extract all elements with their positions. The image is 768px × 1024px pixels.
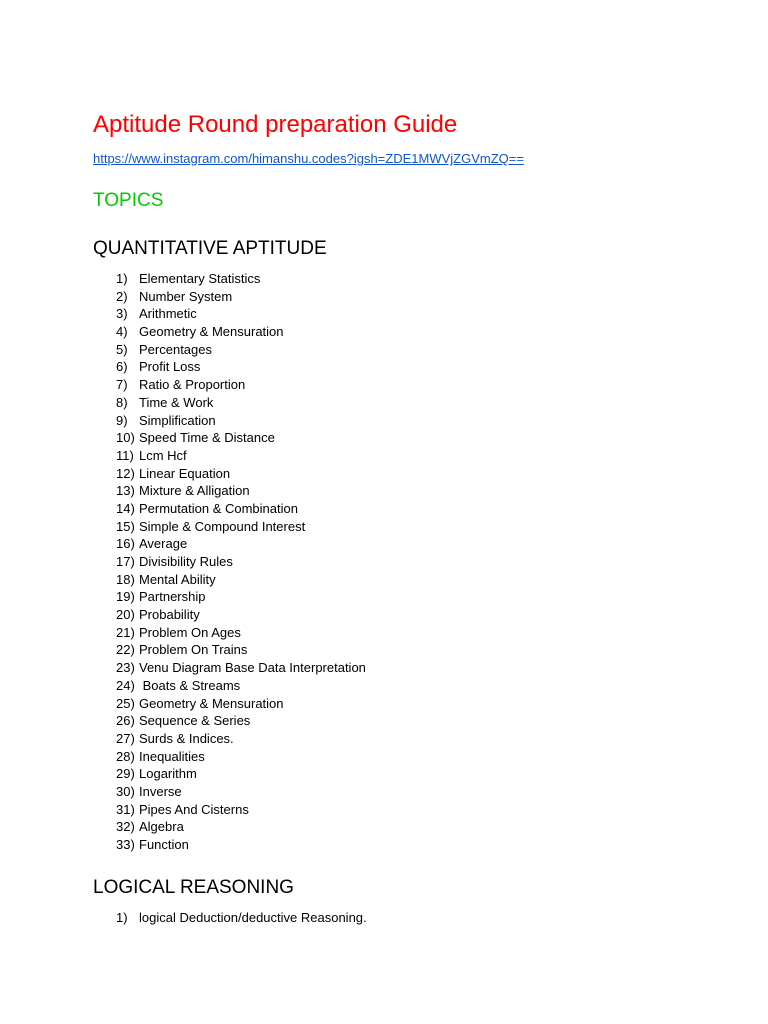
list-item	[116, 748, 366, 766]
list-item-number: 1)	[116, 271, 128, 286]
list-item-label: Simple & Compound Interest	[139, 518, 306, 534]
list-item-number: 3)	[116, 306, 128, 322]
list-item	[116, 518, 366, 536]
list-item	[116, 500, 366, 518]
list-item-label: Sequence & Series	[139, 713, 251, 729]
list-item-label: Geometry & Mensuration	[139, 324, 284, 340]
list-item-label: Probability	[139, 607, 200, 623]
list-item	[116, 447, 366, 465]
list-item	[116, 712, 366, 730]
list-item-number: 15)	[116, 518, 135, 534]
list-item-label: Elementary Statistics	[139, 271, 261, 286]
list-item-label: Problem On Ages	[139, 624, 241, 640]
list-item	[116, 553, 366, 571]
list-item	[116, 358, 366, 376]
list-item-number: 21)	[116, 624, 135, 640]
list-item-label: Percentages	[139, 341, 212, 357]
list-item-number: 10)	[116, 430, 135, 446]
list-item	[116, 765, 366, 783]
list-item	[116, 588, 366, 606]
list-item-label: Number System	[139, 288, 233, 304]
section-heading-quantitative-aptitude: QUANTITATIVE APTITUDE	[93, 238, 327, 259]
list-item	[116, 730, 366, 748]
list-item-number: 7)	[116, 377, 128, 393]
list-item-number: 23)	[116, 660, 135, 676]
logical-reasoning-list	[116, 909, 367, 927]
list-item-label: Inequalities	[139, 748, 205, 764]
list-item	[116, 659, 366, 677]
list-item-label: Permutation & Combination	[139, 500, 298, 516]
list-item-number: 1)	[116, 910, 128, 925]
list-item	[116, 836, 366, 854]
list-item	[116, 695, 366, 713]
list-item-number: 20)	[116, 607, 135, 623]
list-item-number: 6)	[116, 359, 128, 375]
list-item-label: Simplification	[139, 412, 216, 428]
list-item-label: Venu Diagram Base Data Interpretation	[139, 660, 366, 676]
list-item-number: 29)	[116, 766, 135, 782]
list-item-label: Ratio & Proportion	[139, 377, 246, 393]
list-item	[116, 288, 366, 306]
list-item	[116, 606, 366, 624]
list-item-label: Linear Equation	[139, 465, 231, 481]
list-item-label: Divisibility Rules	[139, 554, 233, 569]
list-item	[116, 323, 366, 341]
list-item-number: 11)	[116, 447, 134, 463]
list-item	[116, 571, 366, 589]
list-item	[116, 429, 366, 447]
list-item-label: Pipes And Cisterns	[139, 801, 249, 817]
list-item-number: 2)	[116, 288, 128, 304]
list-item	[116, 341, 366, 359]
list-item-number: 18)	[116, 571, 135, 587]
list-item-number: 24)	[116, 677, 135, 693]
list-item-label: Partnership	[139, 589, 206, 605]
list-item	[116, 482, 366, 500]
list-item-number: 12)	[116, 465, 135, 481]
list-item-number: 30)	[116, 783, 135, 799]
list-item-label: Arithmetic	[139, 306, 197, 322]
list-item-number: 16)	[116, 536, 135, 552]
list-item-label: Inverse	[139, 783, 182, 799]
list-item	[116, 818, 366, 836]
list-item-number: 32)	[116, 819, 135, 835]
list-item-number: 19)	[116, 589, 135, 605]
list-item-number: 4)	[116, 324, 128, 340]
list-item-number: 5)	[116, 341, 128, 357]
list-item-label: logical Deduction/deductive Reasoning.	[139, 910, 367, 925]
section-heading-logical-reasoning: LOGICAL REASONING	[93, 877, 294, 898]
list-item-label: Surds & Indices.	[139, 730, 234, 746]
instagram-link[interactable]: https://www.instagram.com/himanshu.codes?igsh=ZDE1MWVjZGVmZQ==	[93, 151, 524, 166]
list-item	[116, 394, 366, 412]
list-item-number: 9)	[116, 412, 128, 428]
list-item-label: Average	[139, 536, 188, 552]
list-item	[116, 305, 366, 323]
list-item-label: Function	[139, 837, 189, 852]
list-item-number: 14)	[116, 500, 135, 516]
list-item	[116, 624, 366, 642]
list-item-number: 22)	[116, 642, 135, 658]
list-item-label: Speed Time & Distance	[139, 430, 275, 446]
list-item-label: Mental Ability	[139, 571, 216, 587]
list-item-number: 27)	[116, 730, 135, 746]
list-item	[116, 801, 366, 819]
list-item-label: Logarithm	[139, 766, 197, 782]
list-item-label: Profit Loss	[139, 359, 201, 375]
list-item	[116, 783, 366, 801]
list-item-label: Time & Work	[139, 394, 214, 410]
list-item-label: Lcm Hcf	[139, 447, 187, 463]
list-item	[116, 535, 366, 553]
quantitative-aptitude-list	[116, 270, 366, 854]
list-item-number: 33)	[116, 837, 135, 852]
list-item	[116, 270, 366, 288]
list-item	[116, 909, 367, 927]
list-item-label: Geometry & Mensuration	[139, 695, 284, 711]
topics-heading: TOPICS	[93, 190, 164, 211]
list-item-number: 13)	[116, 483, 135, 499]
list-item	[116, 677, 366, 695]
list-item-number: 25)	[116, 695, 135, 711]
document-title: Aptitude Round preparation Guide	[93, 111, 458, 138]
list-item-label: Problem On Trains	[139, 642, 248, 658]
list-item	[116, 412, 366, 430]
list-item-number: 31)	[116, 801, 135, 817]
list-item-number: 17)	[116, 554, 135, 569]
list-item-number: 26)	[116, 713, 135, 729]
list-item-label: Mixture & Alligation	[139, 483, 250, 499]
list-item-number: 28)	[116, 748, 135, 764]
list-item	[116, 641, 366, 659]
list-item-number: 8)	[116, 394, 128, 410]
list-item-label: Boats & Streams	[139, 677, 241, 693]
list-item	[116, 376, 366, 394]
list-item-label: Algebra	[139, 819, 184, 835]
list-item	[116, 465, 366, 483]
